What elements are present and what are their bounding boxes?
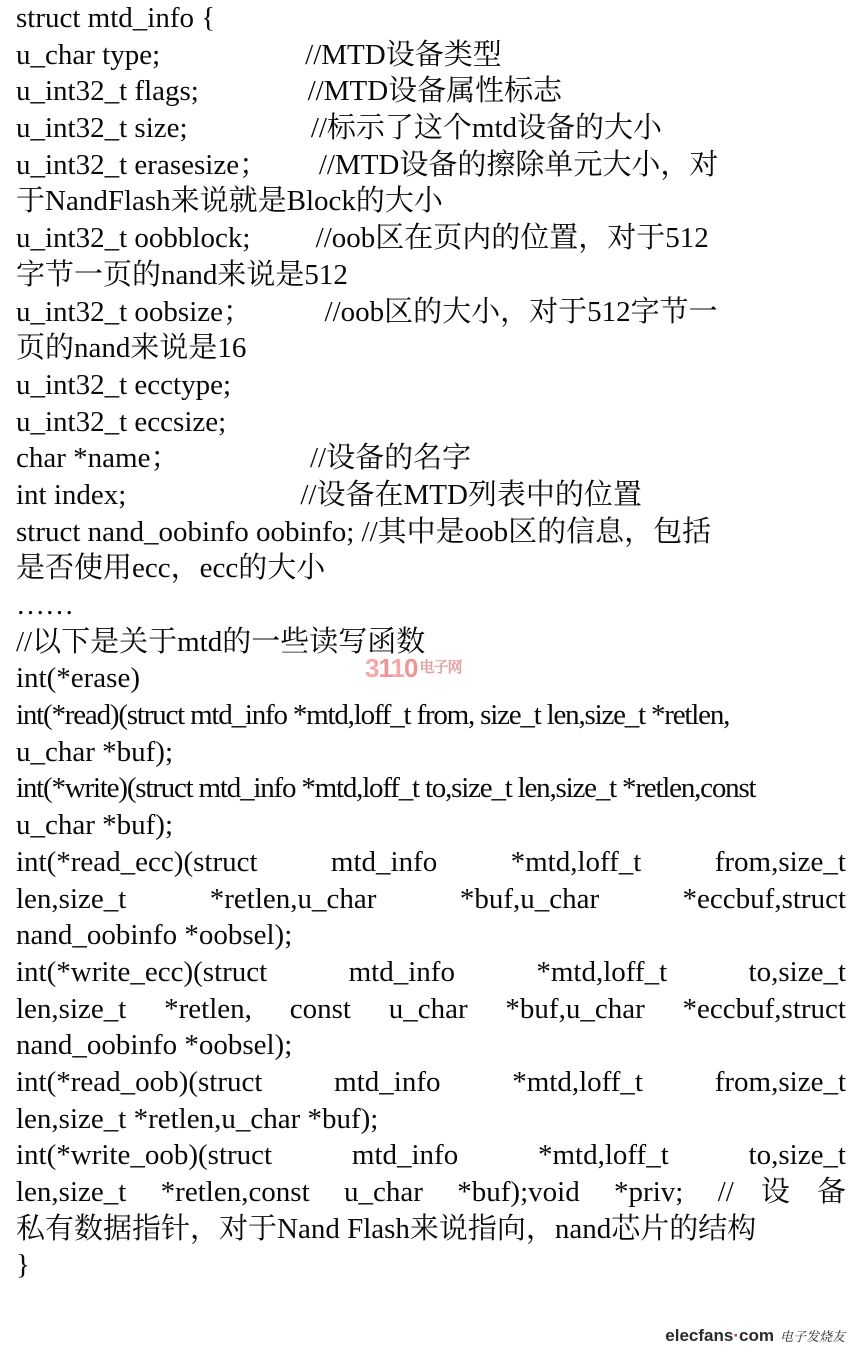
watermark-digit: 3 <box>365 653 379 683</box>
code-line: len,size_t *retlen,u_char *buf,u_char *eccbuf,struct <box>16 882 846 915</box>
code-line: len,size_t *retlen,const u_char *buf);void *priv; //设备 <box>16 1176 846 1208</box>
code-line: char *name； //设备的名字 <box>16 442 472 475</box>
watermark-tld: com <box>739 1326 774 1345</box>
code-line: …… <box>16 589 74 621</box>
code-line: u_int32_t size; //标示了这个mtd设备的大小 <box>16 112 663 145</box>
code-block <box>16 0 846 1284</box>
code-line: int(*read_oob)(struct mtd_info *mtd,loff_t from,size_t <box>16 1065 846 1098</box>
elecfans-watermark <box>665 1318 845 1357</box>
code-line: u_int32_t erasesize； //MTD设备的擦除单元大小，对 <box>16 148 719 181</box>
watermark-logo <box>365 650 461 687</box>
code-line: 是否使用ecc，ecc的大小 <box>16 552 326 585</box>
code-line: } <box>16 1249 30 1282</box>
code-line: int(*write_oob)(struct mtd_info *mtd,loff_t to,size_t <box>16 1139 846 1172</box>
code-line: int(*erase) <box>16 662 140 695</box>
code-line: u_char *buf); <box>16 809 174 842</box>
code-line: 字节一页的nand来说是512 <box>16 258 348 291</box>
code-line: 于NandFlash来说就是Block的大小 <box>16 185 443 218</box>
code-line: u_int32_t oobblock; //oob区在页内的位置，对于512 <box>16 222 709 255</box>
watermark-digit: 1 <box>391 653 404 683</box>
code-line: u_int32_t flags; //MTD设备属性标志 <box>16 75 563 108</box>
code-line: len,size_t *retlen,u_char *buf); <box>16 1102 379 1135</box>
code-line: nand_oobinfo *oobsel); <box>16 1029 293 1062</box>
code-line: u_char *buf); <box>16 735 174 768</box>
code-line: struct nand_oobinfo oobinfo; //其中是oob区的信息，包括 <box>16 515 712 548</box>
code-line: int(*read)(struct mtd_info *mtd,loff_t from, size_t len,size_t *retlen, <box>16 699 730 732</box>
watermark-cn: 电子发烧友 <box>779 1330 845 1345</box>
code-line: //以下是关于mtd的一些读写函数 <box>16 625 426 658</box>
code-line: u_char type; //MTD设备类型 <box>16 38 502 71</box>
code-line: u_int32_t ecctype; <box>16 368 232 401</box>
code-line: struct mtd_info { <box>16 2 216 34</box>
code-line: len,size_t *retlen, const u_char *buf,u_char *eccbuf,struct <box>16 992 846 1025</box>
code-line: int(*write_ecc)(struct mtd_info *mtd,loff_t to,size_t <box>16 955 846 988</box>
code-line: 私有数据指针，对于Nand Flash来说指向，nand芯片的结构 <box>16 1212 757 1245</box>
code-line: u_int32_t eccsize; <box>16 405 227 438</box>
code-line: 页的nand来说是16 <box>16 332 247 365</box>
watermark-digit: 1 <box>378 653 392 683</box>
code-line: int index; //设备在MTD列表中的位置 <box>16 478 642 511</box>
code-line: nand_oobinfo *oobsel); <box>16 919 293 952</box>
watermark-dot: · <box>733 1326 740 1345</box>
watermark-digit: 0 <box>403 653 418 683</box>
watermark-suffix: 电子网 <box>419 659 462 676</box>
watermark-brand: elecfans <box>665 1326 734 1345</box>
code-line: u_int32_t oobsize； //oob区的大小，对于512字节一 <box>16 295 718 328</box>
code-line: int(*write)(struct mtd_info *mtd,loff_t to,size_t len,size_t *retlen,const <box>16 772 756 805</box>
code-line: int(*read_ecc)(struct mtd_info *mtd,loff_t from,size_t <box>16 845 846 878</box>
